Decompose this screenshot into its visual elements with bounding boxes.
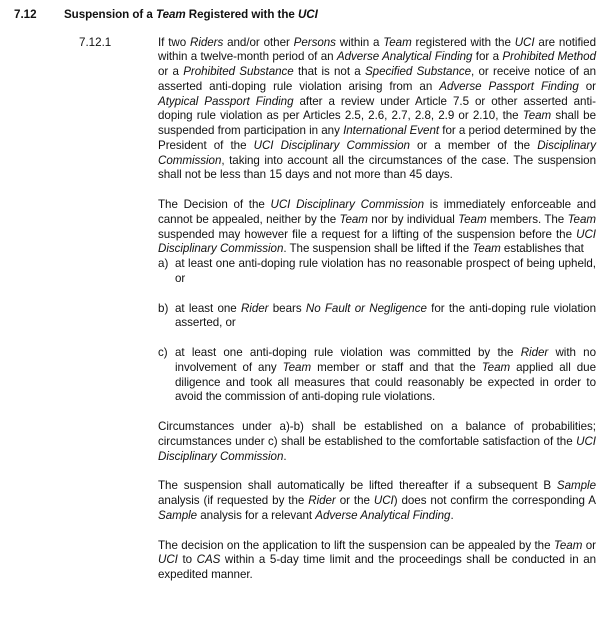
list-item-text <box>175 346 596 405</box>
defined-term: UCI <box>158 553 178 567</box>
lettered-conditions-list <box>158 257 596 405</box>
defined-term: Team <box>458 212 487 226</box>
text-run: Suspension of a <box>64 8 156 21</box>
paragraph <box>158 420 596 464</box>
text-run: is immediately enforceable and cannot be appealed, neither by the <box>158 198 596 226</box>
clause-paragraphs-before-list <box>158 36 596 258</box>
defined-term: Team <box>472 242 501 256</box>
defined-term: UCI Disciplinary Commission <box>158 434 596 463</box>
text-run: nor by individual <box>367 212 459 226</box>
defined-term: Adverse Analytical Finding <box>315 508 451 522</box>
text-run: to <box>177 553 197 567</box>
text-run: . The suspension shall be lifted if the <box>283 242 473 256</box>
defined-term: Team <box>155 8 186 21</box>
text-run: or <box>582 538 596 552</box>
defined-term: Persons <box>293 35 336 49</box>
defined-term: Atypical Passport Finding <box>158 94 294 108</box>
text-run: members. The <box>486 212 568 226</box>
defined-term: International Event <box>343 124 440 138</box>
defined-term: UCI Disciplinary Commission <box>253 138 410 152</box>
text-run: at least one anti-doping rule violation has no reasonable prospect of being upheld, or <box>175 257 596 285</box>
text-run: and/or other <box>223 35 294 49</box>
list-item-text <box>175 257 596 287</box>
clause-body <box>158 36 596 583</box>
list-item-marker: b) <box>158 301 169 315</box>
defined-term: UCI Disciplinary Commission <box>158 227 596 256</box>
paragraph <box>158 479 596 523</box>
section-heading <box>0 8 600 23</box>
defined-term: Sample <box>556 479 596 493</box>
defined-term: Sample <box>158 508 198 522</box>
text-run: at least one anti-doping rule violation was committed by the <box>175 346 521 360</box>
text-run: ) does not confirm the corresponding A <box>393 494 596 508</box>
list-item <box>158 257 596 287</box>
text-run: for a period determined by the President of the <box>158 124 596 152</box>
defined-term: Team <box>481 360 511 374</box>
defined-term: No Fault or Negligence <box>305 301 427 315</box>
text-run: suspended may however file a request for a lifting of the suspension before the <box>158 227 577 241</box>
clause-number: 7.12.1 <box>79 35 112 49</box>
defined-term: Riders <box>189 35 224 49</box>
defined-term: Rider <box>308 494 336 508</box>
text-run: If two <box>158 35 190 49</box>
defined-term: UCI <box>373 494 394 508</box>
text-run: Registered with the <box>185 8 298 21</box>
text-run: The suspension shall automatically be lifted thereafter if a subsequent B <box>158 479 557 493</box>
paragraph <box>158 198 596 257</box>
text-run: The decision on the application to lift the suspension can be appealed by the <box>158 538 554 552</box>
defined-term: Team <box>567 212 596 226</box>
text-run: , taking into account all the circumstances of the case. The suspension shall not be less than 15 days and not more than 45 days. <box>158 153 596 182</box>
text-run: establishes that <box>500 242 584 256</box>
text-run: member or staff and that the <box>311 360 482 374</box>
text-run: after a review under Article 7.5 or other asserted anti-doping rule violation as per Articles 2.5, 2.6, 2.7, 2.8, 2.9 or 2.10, the <box>158 94 596 123</box>
defined-term: UCI <box>514 35 535 49</box>
text-run: registered with the <box>411 35 515 49</box>
list-item-marker: a) <box>158 257 169 271</box>
defined-term: Prohibited Substance <box>183 65 294 79</box>
text-run: for the anti-doping rule violation asserted, or <box>175 301 596 330</box>
text-run: analysis (if requested by the <box>158 494 309 508</box>
defined-term: Adverse Passport Finding <box>439 79 579 93</box>
text-run: or the <box>335 494 374 508</box>
text-run: at least one <box>175 301 241 315</box>
list-item-marker: c) <box>158 346 168 360</box>
text-run: . <box>450 508 454 522</box>
text-run: analysis for a relevant <box>197 508 316 522</box>
text-run: are notified within a twelve-month period of an <box>158 35 596 64</box>
defined-term: Specified Substance <box>364 65 472 79</box>
defined-term: Team <box>383 35 412 49</box>
text-run: , or receive notice of an asserted anti-doping rule violation arising from an <box>158 65 597 93</box>
text-run: or a member of the <box>409 138 538 152</box>
text-run: Circumstances under a)-b) shall be established on a balance of probabilities; circumstances under c) shall be established to the comfortable satisfaction of the <box>158 420 596 448</box>
defined-term: Team <box>339 212 368 226</box>
defined-term: Team <box>553 538 583 552</box>
text-run: . <box>283 449 287 463</box>
text-run: within a 5-day time limit and the proceedings shall be conducted in an expedited manner. <box>158 553 597 582</box>
list-item <box>158 302 596 332</box>
defined-term: UCI Disciplinary Commission <box>270 198 424 212</box>
text-run: with no involvement of any <box>175 346 597 374</box>
paragraph <box>158 539 596 583</box>
list-item-text <box>175 302 596 332</box>
text-run: for a <box>472 50 503 64</box>
list-item <box>158 346 596 405</box>
defined-term: Rider <box>520 346 549 360</box>
clause-paragraphs-after-list <box>158 420 596 583</box>
defined-term: UCI <box>297 8 318 21</box>
paragraph <box>158 36 596 184</box>
text-run: bears <box>268 301 306 315</box>
section-number: 7.12 <box>14 8 37 21</box>
section-title <box>64 8 600 23</box>
text-run: or a <box>158 65 184 79</box>
defined-term: Adverse Analytical Finding <box>336 50 473 64</box>
text-run: The Decision of the <box>158 198 271 212</box>
text-run: within a <box>335 35 384 49</box>
defined-term: Team <box>282 360 312 374</box>
defined-term: Disciplinary Commission <box>158 138 596 167</box>
clause-7-12-1 <box>0 36 600 583</box>
defined-term: Rider <box>240 301 269 315</box>
text-run: that is not a <box>293 65 365 79</box>
defined-term: CAS <box>196 553 221 567</box>
defined-term: Prohibited Method <box>502 50 596 64</box>
text-run: or <box>578 79 596 93</box>
text-run: shall be suspended from participation in any <box>158 109 596 138</box>
defined-term: Team <box>522 109 552 123</box>
text-run: applied all due diligence and took all measures that could reasonably be expected in order to avoid the commission of anti-doping rule violations. <box>175 360 596 404</box>
